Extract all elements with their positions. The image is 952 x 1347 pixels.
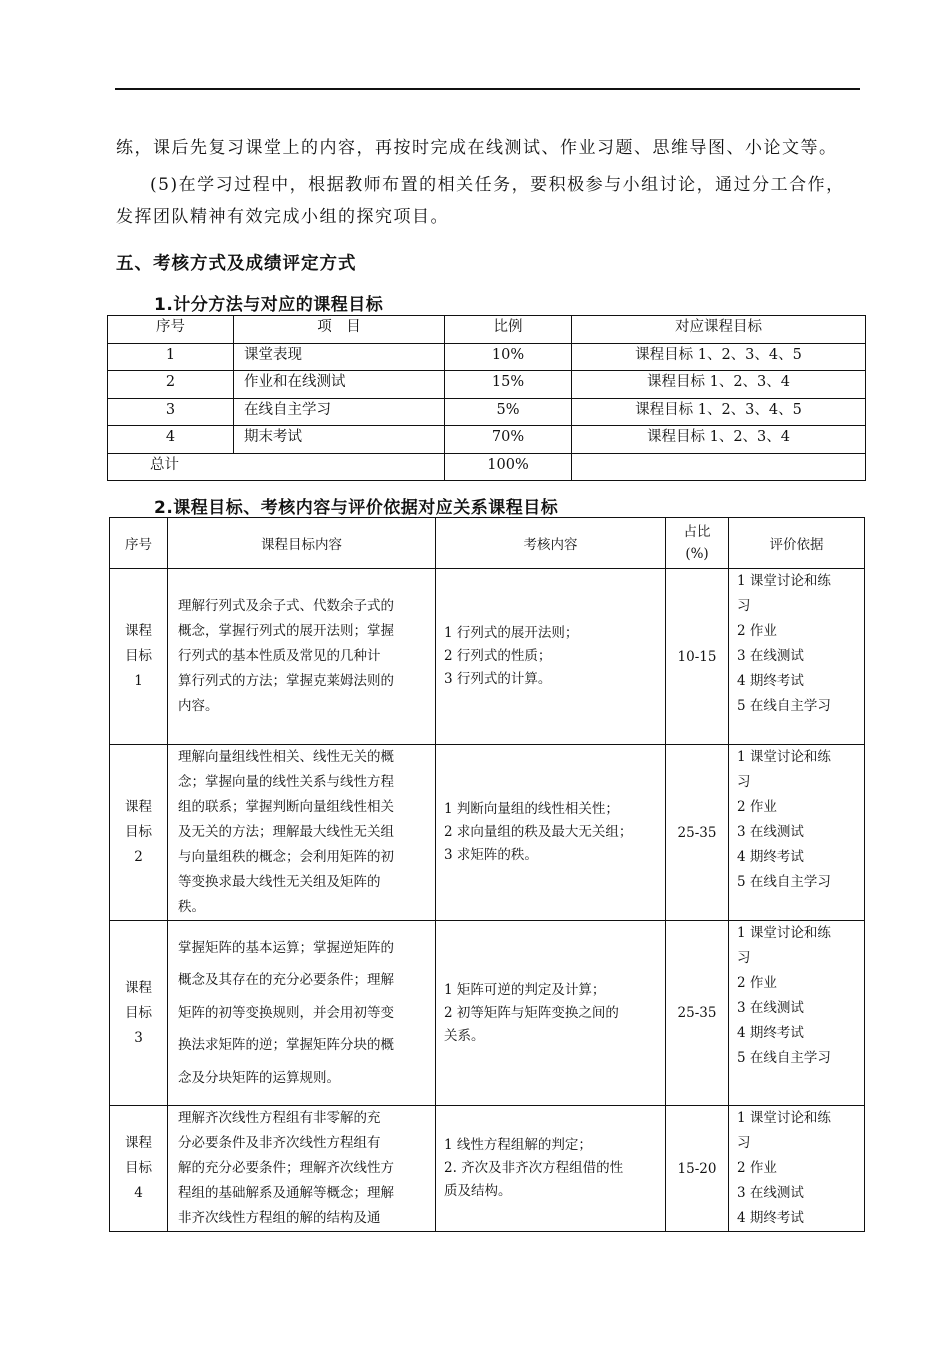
row-content-line: 理解行列式及余子式、代数余子式的: [178, 598, 394, 614]
row-content-line: 等变换求最大线性无关组及矩阵的: [178, 874, 381, 890]
row-item: 期末考试: [234, 426, 445, 454]
row-eval-line: 1 课堂讨论和练: [737, 749, 831, 765]
row-eval-line: 3 在线测试: [737, 824, 804, 840]
row-eval-line: 1 课堂讨论和练: [737, 573, 831, 589]
row-eval-line: 习: [737, 950, 751, 966]
section-title: 五、考核方式及成绩评定方式: [116, 254, 357, 274]
header-pct-label: 占比: [683, 524, 711, 540]
row-pct: 25-35: [666, 745, 729, 921]
row-eval-line: 3 在线测试: [737, 648, 804, 664]
row-content-line: 解的充分必要条件；理解齐次线性方: [178, 1160, 394, 1176]
row-eval-line: 1 课堂讨论和练: [737, 925, 831, 941]
row-pct: 10-15: [666, 569, 729, 745]
row-seq: 1: [108, 343, 234, 371]
row-eval-line: 2 作业: [737, 799, 777, 815]
subsection-title-2: 2.课程目标、考核内容与评价依据对应关系课程目标: [154, 498, 559, 518]
row-content-line: 与向量组秩的概念；会利用矩阵的初: [178, 849, 394, 865]
row-eval: [729, 569, 865, 745]
row-exam-line: 2 初等矩阵与矩阵变换之间的: [444, 1004, 619, 1021]
objective-mapping-table: [109, 517, 865, 1232]
row-objective: 课程目标 1、2、3、4、5: [572, 398, 866, 426]
row-content: [168, 921, 436, 1106]
row-eval: [729, 921, 865, 1106]
row-content-line: 理解齐次线性方程组有非零解的充: [178, 1110, 381, 1126]
header-item: 项 目: [234, 316, 445, 344]
row-content: [168, 1106, 436, 1232]
table-header-row: [108, 316, 866, 344]
row-exam-line: 2 求向量组的秩及最大无关组；: [444, 824, 633, 840]
header-ratio: 比例: [445, 316, 572, 344]
row-eval-line: 3 在线测试: [737, 1185, 804, 1201]
table-row: [108, 398, 866, 426]
row-exam-line: 2. 齐次及非齐次方程组借的性: [444, 1160, 624, 1176]
row-objective: 课程目标 1、2、3、4: [572, 426, 866, 454]
header-seq: 序号: [108, 316, 234, 344]
row-eval-line: 2 作业: [737, 623, 777, 639]
row-content-line: 行列式的基本性质及常见的几种计: [178, 648, 381, 664]
row-seq-line: 1: [134, 673, 143, 689]
row-seq-line: 目标: [125, 824, 152, 840]
row-eval-line: 习: [737, 1135, 751, 1151]
row-seq: [110, 569, 168, 745]
row-seq-line: 4: [134, 1185, 143, 1201]
row-content-line: 换法求矩阵的逆；掌握矩阵分块的概: [178, 1037, 394, 1054]
row-exam: [436, 921, 666, 1106]
row-content-line: 掌握矩阵的基本运算；掌握逆矩阵的: [178, 939, 394, 956]
row-content-line: 概念，掌握行列式的展开法则；掌握: [178, 623, 394, 639]
row-item: 课堂表现: [234, 343, 445, 371]
row-seq-line: 课程: [125, 623, 152, 639]
row-content-line: 念；掌握向量的线性关系与线性方程: [178, 774, 394, 790]
row-content-line: 矩阵的初等变换规则，并会用初等变: [178, 1004, 394, 1021]
row-item: 作业和在线测试: [234, 371, 445, 399]
table-row: [108, 426, 866, 454]
row-pct: 25-35: [666, 921, 729, 1106]
row-exam-line: 关系。: [444, 1027, 485, 1044]
row-content-line: 内容。: [178, 698, 219, 714]
row-seq-line: 目标: [125, 1004, 152, 1021]
row-exam-line: 2 行列式的性质；: [444, 648, 552, 664]
paragraph-item-5-cont: 发挥团队精神有效完成小组的探究项目。: [116, 207, 449, 227]
row-content-line: 念及分块矩阵的运算规则。: [178, 1069, 340, 1086]
row-seq-line: 3: [134, 1029, 143, 1046]
table-row: [110, 569, 865, 745]
row-content-line: 分必要条件及非齐次线性方程组有: [178, 1135, 381, 1151]
row-eval-line: 2 作业: [737, 1160, 777, 1176]
row-content-line: 及无关的方法；理解最大线性无关组: [178, 824, 394, 840]
table-row: [110, 921, 865, 1106]
row-item: 在线自主学习: [234, 398, 445, 426]
row-seq-line: 目标: [125, 648, 152, 664]
row-content-line: 概念及其存在的充分必要条件；理解: [178, 972, 394, 989]
table-total-row: [108, 453, 866, 481]
row-objective: 课程目标 1、2、3、4: [572, 371, 866, 399]
header-rule: [115, 88, 860, 90]
header-eval: 评价依据: [729, 518, 865, 569]
row-content: [168, 569, 436, 745]
header-pct: [666, 518, 729, 569]
table-row: [110, 1106, 865, 1232]
row-content-line: 组的联系；掌握判断向量组线性相关: [178, 799, 394, 815]
row-seq: 2: [108, 371, 234, 399]
row-exam-line: 3 行列式的计算。: [444, 671, 552, 687]
row-seq: [110, 745, 168, 921]
row-pct: 15-20: [666, 1106, 729, 1232]
total-ratio: 100%: [445, 453, 572, 481]
header-pct-unit: (%): [685, 546, 709, 562]
row-eval-line: 4 期终考试: [737, 849, 804, 865]
total-label: 总计: [108, 453, 445, 481]
row-exam-line: 1 矩阵可逆的判定及计算；: [444, 981, 606, 998]
row-content: [168, 745, 436, 921]
table-row: [108, 371, 866, 399]
row-ratio: 15%: [445, 371, 572, 399]
total-objective: [572, 453, 866, 481]
row-eval-line: 习: [737, 598, 751, 614]
header-seq: 序号: [110, 518, 168, 569]
row-seq: 4: [108, 426, 234, 454]
header-objective: 对应课程目标: [572, 316, 866, 344]
row-content-line: 理解向量组线性相关、线性无关的概: [178, 749, 394, 765]
row-content-line: 程组的基础解系及通解等概念；理解: [178, 1185, 394, 1201]
row-eval-line: 4 期终考试: [737, 1025, 804, 1041]
row-exam: [436, 569, 666, 745]
header-content: 课程目标内容: [168, 518, 436, 569]
row-eval-line: 5 在线自主学习: [737, 698, 831, 714]
row-eval-line: 习: [737, 774, 751, 790]
row-content-line: 算行列式的方法；掌握克莱姆法则的: [178, 673, 394, 689]
row-content-line: 秩。: [178, 899, 205, 915]
row-ratio: 5%: [445, 398, 572, 426]
row-eval-line: 1 课堂讨论和练: [737, 1110, 831, 1126]
row-exam-line: 1 判断向量组的线性相关性；: [444, 801, 619, 817]
row-exam-line: 3 求矩阵的秩。: [444, 847, 538, 863]
row-seq: [110, 1106, 168, 1232]
table-row: [108, 343, 866, 371]
row-eval: [729, 745, 865, 921]
row-exam: [436, 1106, 666, 1232]
subsection-title-1: 1.计分方法与对应的课程目标: [154, 295, 384, 315]
row-seq-line: 课程: [125, 1135, 152, 1151]
row-exam-line: 质及结构。: [444, 1183, 512, 1199]
row-exam-line: 1 行列式的展开法则；: [444, 625, 579, 641]
paragraph-continuation: 练，课后先复习课堂上的内容，再按时完成在线测试、作业习题、思维导图、小论文等。: [116, 138, 838, 158]
scoring-table: [107, 315, 866, 481]
row-seq: [110, 921, 168, 1106]
paragraph-item-5: (5)在学习过程中，根据教师布置的相关任务，要积极参与小组讨论，通过分工合作，: [150, 175, 845, 195]
row-seq-line: 目标: [125, 1160, 152, 1176]
row-eval-line: 3 在线测试: [737, 1000, 804, 1016]
row-eval-line: 5 在线自主学习: [737, 874, 831, 890]
row-eval-line: 4 期终考试: [737, 673, 804, 689]
row-objective: 课程目标 1、2、3、4、5: [572, 343, 866, 371]
row-seq-line: 2: [134, 849, 143, 865]
row-seq-line: 课程: [125, 799, 152, 815]
row-content-line: 非齐次线性方程组的解的结构及通: [178, 1210, 381, 1226]
row-ratio: 10%: [445, 343, 572, 371]
row-eval-line: 5 在线自主学习: [737, 1050, 831, 1066]
row-exam: [436, 745, 666, 921]
table-row: [110, 745, 865, 921]
row-eval: [729, 1106, 865, 1232]
table-header-row: [110, 518, 865, 569]
row-eval-line: 4 期终考试: [737, 1210, 804, 1226]
row-seq-line: 课程: [125, 979, 152, 996]
row-exam-line: 1 线性方程组解的判定；: [444, 1137, 592, 1153]
row-ratio: 70%: [445, 426, 572, 454]
header-exam: 考核内容: [436, 518, 666, 569]
row-seq: 3: [108, 398, 234, 426]
row-eval-line: 2 作业: [737, 975, 777, 991]
